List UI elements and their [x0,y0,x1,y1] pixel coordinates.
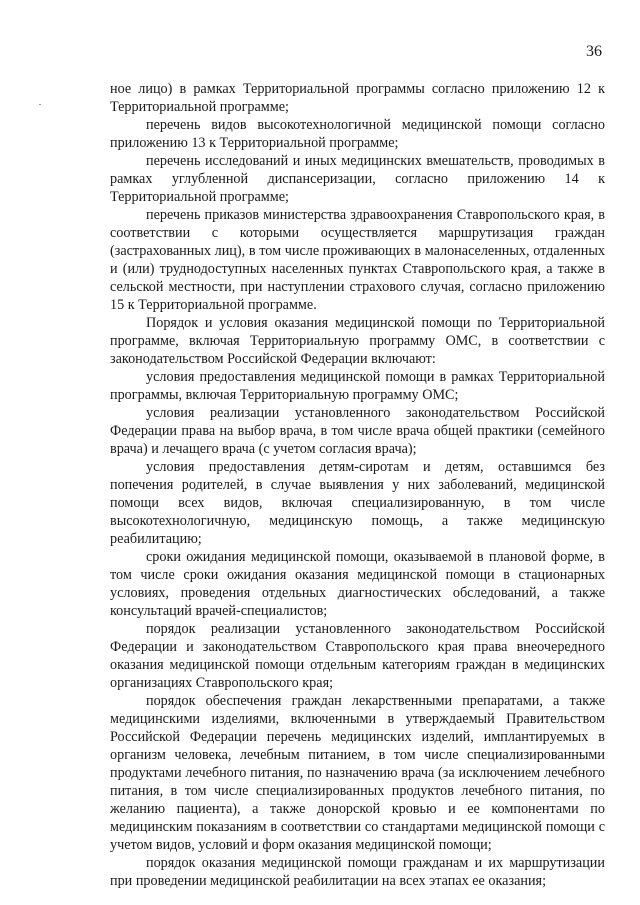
paragraph: условия предоставления детям-сиротам и детям, оставшимся без попечения родителей, в случае выявления у них заболеваний, медицинской помощи всех видов, включая специализированную, в том числе высокотехнологичную, медицинскую помощь, а также медицинскую реабилитацию; [110,459,605,547]
paragraph: порядок реализации установленного законодательством Российской Федерации и законодательством Ставропольского края права внеочередного оказания медицинской помощи отдельным категориям граждан в медицинских организациях Ставропольского края; [110,621,605,691]
paragraph-continuation: ное лицо) в рамках Территориальной программы согласно приложению 12 к Территориальной программе; [110,81,605,115]
paragraph: перечень видов высокотехнологичной медицинской помощи согласно приложению 13 к Территориальной программе; [110,117,605,151]
page-number: 36 [586,43,602,60]
paragraph: перечень исследований и иных медицинских вмешательств, проводимых в рамках углубленной диспансеризации, согласно приложению 14 к Территориальной программе; [110,153,605,205]
paragraph: условия предоставления медицинской помощи в рамках Территориальной программы, включая Территориальную программу ОМС; [110,369,605,403]
paragraph: Порядок и условия оказания медицинской помощи по Территориальной программе, включая Территориальную программу ОМС, в соответствии с законодательством Российской Федерации включают: [110,315,605,367]
document-body [110,80,605,890]
paragraph: сроки ожидания медицинской помощи, оказываемой в плановой форме, в том числе сроки ожидания оказания медицинской помощи в стационарных условиях, проведения отдельных диагностических обследований, а также консультаций врачей-специалистов; [110,549,605,619]
paragraph: условия реализации установленного законодательством Российской Федерации права на выбор врача, в том числе врача общей практики (семейного врача) и лечащего врача (с учетом согласия врача); [110,405,605,457]
paragraph: перечень приказов министерства здравоохранения Ставропольского края, в соответствии с которыми осуществляется маршрутизация граждан (застрахованных лиц), в том числе проживающих в малонаселенных, отдаленных и (или) труднодоступных населенных пунктах Ставропольского края, а также в сельской местности, при наступлении страхового случая, согласно приложению 15 к Территориальной программе. [110,207,605,313]
paragraph: порядок обеспечения граждан лекарственными препаратами, а также медицинскими изделиями, включенными в утверждаемый Правительством Российской Федерации перечень медицинских изделий, имплантируемых в организм человека, лечебным питанием, в том числе специализированными продуктами лечебного питания, по назначению врача (за исключением лечебного питания, в том числе специализированных продуктов лечебного питания, по желанию пациента), а также донорской кровью и ее компонентами по медицинским показаниям в соответствии со стандартами медицинской помощи с учетом видов, условий и форм оказания медицинской помощи; [110,693,605,853]
scan-speck [39,104,41,105]
paragraph: порядок оказания медицинской помощи гражданам и их маршрутизации при проведении медицинской реабилитации на всех этапах ее оказания; [110,855,605,889]
